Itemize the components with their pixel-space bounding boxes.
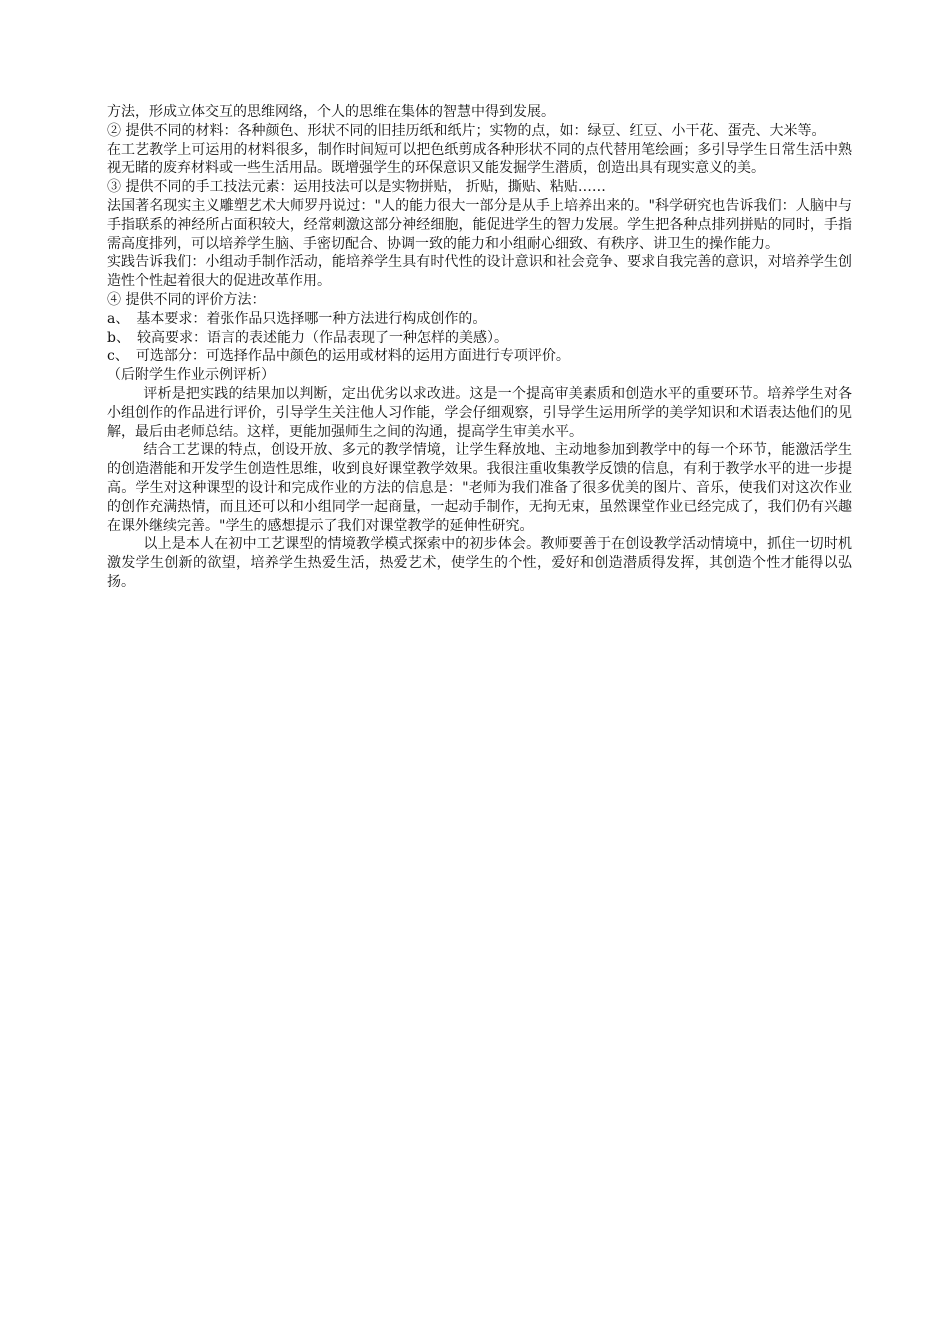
paragraph-feedback: 结合工艺课的特点，创设开放、多元的教学情境，让学生释放地、主动地参加到教学中的每一个环节，能激活学生的创造潜能和开发学生创造性思维，收到良好课堂教学效果。我很注重收集教学反馈的信息，有利于教学水平的进一步提高。学生对这种课型的设计和完成作业的方法的信息是："老师为我们准备了很多优美的图片、音乐，使我们对这次作业的创作充满热情，而且还可以和小组同学一起商量，一起动手制作，无拘无束，虽然课堂作业已经完成了，我们仍有兴趣在课外继续完善。"学生的感想提示了我们对课堂教学的延伸性研究。 (107, 442, 852, 534)
document-page (107, 103, 852, 592)
list-item-a: a、 基本要求：着张作品只选择哪一种方法进行构成创作的。 (107, 310, 487, 327)
paragraph-continuation: 方法，形成立体交互的思维网络，个人的思维在集体的智慧中得到发展。 (107, 104, 555, 120)
paragraph-evaluation-body: 评析是把实践的结果加以判断，定出优劣以求改进。这是一个提高审美素质和创造水平的重要环节。培养学生对各小组创作的作品进行评价，引导学生关注他人习作能，学会仔细观察，引导学生运用所学的美学知识和术语表达他们的见解，最后由老师总结。这样，更能加强师生之间的沟通，提高学生审美水平。 (107, 385, 852, 440)
list-item-b: b、 较高要求：语言的表述能力（作品表现了一种怎样的美感）。 (107, 329, 508, 346)
paragraph-appendix-note: （后附学生作业示例评析） (107, 367, 275, 384)
list-item-c: c、 可选部分：可选择作品中颜色的运用或材料的运用方面进行专项评价。 (107, 348, 570, 365)
paragraph-materials-body: 在工艺教学上可运用的材料很多，制作时间短可以把色纸剪成各种形状不同的点代替用笔绘画；多引导学生日常生活中熟视无睹的废弃材料或一些生活用品。既增强学生的环保意识又能发掘学生潜质，创造出具有现实意义的美。 (107, 141, 852, 177)
paragraph-rodin-quote: 法国著名现实主义雕塑艺术大师罗丹说过："人的能力很大一部分是从手上培养出来的。"科学研究也告诉我们：人脑中与手指联系的神经所占面积较大，经常刺激这部分神经细胞，能促进学生的智力发展。学生把各种点排列拼贴的同时，手指需高度排列，可以培养学生脑、手密切配合、协调一致的能力和小组耐心细致、有秩序、讲卫生的操作能力。 (107, 197, 852, 252)
paragraph-techniques-heading: ③ 提供不同的手工技法元素：运用技法可以是实物拼贴， 折贴，撕贴、粘贴…… (107, 179, 606, 196)
paragraph-materials-heading: ② 提供不同的材料：各种颜色、形状不同的旧挂历纸和纸片；实物的点，如：绿豆、红豆、小干花、蛋壳、大米等。 (107, 122, 826, 139)
paragraph-practice: 实践告诉我们：小组动手制作活动，能培养学生具有时代性的设计意识和社会竞争、要求自我完善的意识，对培养学生创造性个性起着很大的促进改革作用。 (107, 254, 852, 290)
paragraph-evaluation-heading: ④ 提供不同的评价方法： (107, 291, 266, 308)
paragraph-conclusion: 以上是本人在初中工艺课型的情境教学模式探索中的初步体会。教师要善于在创设教学活动情境中，抓住一切时机激发学生创新的欲望，培养学生热爱生活，热爱艺术，使学生的个性，爱好和创造潜质得发挥，其创造个性才能得以弘扬。 (107, 536, 852, 590)
